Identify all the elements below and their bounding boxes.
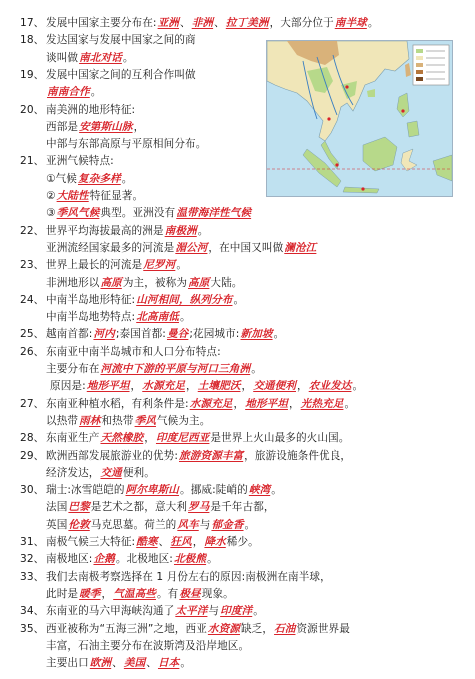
plain-text: 瑞士:冰雪皑皑的 <box>46 484 125 497</box>
plain-text: ， <box>133 120 145 133</box>
item-number: 29、 <box>20 449 45 462</box>
plain-text: 。 <box>271 484 282 497</box>
plain-text: 南极气候三大特征: <box>46 536 136 548</box>
note-text <box>46 170 132 188</box>
plain-text: 现象。 <box>201 587 234 600</box>
plain-text: 欧洲西部发展旅游业的优势: <box>46 449 178 462</box>
plain-text: 非洲地形以 <box>46 276 100 289</box>
note-text <box>46 14 379 32</box>
plain-text: ， <box>130 380 142 393</box>
answer-highlight: 极昼 <box>179 587 201 600</box>
plain-text: 。 <box>121 172 133 185</box>
answer-highlight: 南南合作 <box>47 86 90 99</box>
southeast-asia-map <box>266 40 453 197</box>
note-text <box>46 83 101 101</box>
answer-highlight: 天然橡胶 <box>100 432 144 445</box>
plain-text: 稀少。 <box>226 536 259 548</box>
plain-text: 越南首都: <box>46 328 93 341</box>
answer-highlight: 北高南低 <box>136 311 179 324</box>
plain-text: 东南亚的马六甲海峡沟通了 <box>46 605 175 618</box>
answer-highlight: 巴黎 <box>68 501 90 514</box>
plain-text: ， <box>186 380 197 393</box>
answer-highlight: 复杂多样 <box>78 172 121 185</box>
answer-highlight: 交通便利 <box>253 380 296 393</box>
plain-text: ， <box>297 380 308 393</box>
item-number: 28、 <box>20 432 45 445</box>
answer-highlight: 旅游资源丰富 <box>179 449 244 462</box>
plain-text: 我们去南极考察选择在 1 月份左右的原因:南极洲在南半球， <box>46 570 331 583</box>
note-text <box>46 637 249 655</box>
note-text <box>46 187 143 205</box>
plain-text: 和热带 <box>101 414 134 427</box>
item-number: 30、 <box>20 484 45 497</box>
note-text <box>46 447 351 465</box>
plain-text: 。 <box>122 51 134 64</box>
item-number: 33、 <box>20 570 45 583</box>
plain-text: 与 <box>199 518 211 531</box>
answer-highlight: 新加坡 <box>240 328 273 341</box>
plain-text: 便利。 <box>122 466 155 479</box>
answer-highlight: 降水 <box>204 536 226 548</box>
plain-text: 西部是 <box>46 120 79 133</box>
note-text <box>46 152 114 170</box>
plain-text: ② <box>46 190 56 202</box>
plain-text: ， <box>288 397 300 410</box>
answer-highlight: 气温高些 <box>113 587 156 600</box>
note-text <box>46 274 243 292</box>
item-number: 23、 <box>20 259 45 272</box>
plain-text: 东南亚生产 <box>46 432 100 445</box>
plain-text: 、 <box>158 536 170 548</box>
plain-text: 西亚被称为“五海三洲”之地，西亚 <box>46 622 207 635</box>
note-text <box>46 602 264 620</box>
plain-text: 发达国家与发展中国家之间的商 <box>46 34 196 47</box>
plain-text: 以热带 <box>46 414 79 427</box>
plain-text: 东南亚种植水稻，有利条件是: <box>46 397 189 410</box>
answer-highlight: 山河相间，纵列分布 <box>136 293 233 306</box>
note-text <box>50 377 363 395</box>
plain-text: ， <box>233 397 245 410</box>
plain-text: 丰富，石油主要分布在波斯湾及沿岸地区。 <box>46 639 250 652</box>
plain-text: 。 <box>180 657 192 670</box>
plain-text: ①气候 <box>46 172 77 185</box>
plain-text: 气候为主。 <box>156 414 211 427</box>
answer-highlight: 河内 <box>93 328 115 341</box>
plain-text: ， <box>241 380 253 393</box>
answer-highlight: 安第斯山脉 <box>79 120 133 133</box>
answer-highlight: 罗马 <box>188 501 210 514</box>
plain-text: 。 <box>251 363 262 375</box>
plain-text: 。 <box>197 224 209 237</box>
plain-text: 中部与东部高原与平原相间分布。 <box>46 138 207 151</box>
answer-highlight: 印度尼西亚 <box>155 432 210 445</box>
answer-highlight: 酷寒 <box>136 536 158 548</box>
note-text <box>46 291 244 309</box>
plain-text: 、 <box>112 657 123 670</box>
item-number: 21、 <box>20 155 45 168</box>
answer-highlight: 伦敦 <box>68 518 90 531</box>
plain-text: 原因是: <box>50 380 86 393</box>
answer-highlight: 水资源 <box>207 622 240 635</box>
plain-text: 为主，被称为 <box>122 276 188 289</box>
plain-text: 法国 <box>46 501 68 514</box>
answer-highlight: 雨林 <box>79 414 101 427</box>
note-text <box>46 620 350 638</box>
plain-text: 发展中国家之间的互利合作叫做 <box>46 68 196 81</box>
plain-text: 。 <box>176 259 188 272</box>
note-text <box>46 360 262 378</box>
plain-text: ，旅游设施条件优良， <box>244 449 352 462</box>
answer-highlight: 太平洋 <box>175 605 208 618</box>
answer-highlight: 季风 <box>134 414 156 427</box>
plain-text: 亚洲气候特点: <box>46 155 114 168</box>
answer-highlight: 交通 <box>100 466 122 479</box>
item-number: 19、 <box>20 68 45 81</box>
answer-highlight: 地形平坦 <box>86 380 130 393</box>
note-text <box>46 256 187 274</box>
plain-text: 是艺术之都，意大利 <box>90 501 188 514</box>
answer-highlight: 温带海洋性气候 <box>176 207 252 220</box>
item-number: 34、 <box>20 605 45 618</box>
note-text <box>46 325 284 343</box>
plain-text: 。 <box>90 86 102 99</box>
answer-highlight: 欧洲 <box>89 657 112 670</box>
answer-highlight: 日本 <box>157 657 180 670</box>
plain-text: ;花园城市: <box>189 328 240 341</box>
item-number: 20、 <box>20 103 45 116</box>
note-text <box>46 412 210 430</box>
note-text <box>46 222 208 240</box>
plain-text: 大陆。 <box>210 276 243 289</box>
plain-text: 主要分布在 <box>46 363 100 375</box>
plain-text: 经济发达， <box>46 466 100 479</box>
answer-highlight: 南北对话 <box>79 51 122 64</box>
answer-highlight: 水源充足 <box>142 380 186 393</box>
plain-text: 。 <box>207 553 218 566</box>
note-text <box>46 481 282 499</box>
plain-text: 此时是 <box>46 587 79 600</box>
note-text <box>46 533 259 551</box>
plain-text: ， <box>144 432 155 445</box>
answer-highlight: 河流中下游的平原与河口三角洲 <box>100 363 251 375</box>
map-image <box>267 41 452 196</box>
item-number: 25、 <box>20 328 45 341</box>
note-text <box>46 118 144 136</box>
answer-highlight: 石油 <box>274 622 296 635</box>
answer-highlight: 高原 <box>188 276 210 289</box>
answer-highlight: 高原 <box>100 276 122 289</box>
note-text <box>46 429 349 447</box>
plain-text: 。 <box>253 605 264 618</box>
note-text <box>46 654 191 672</box>
item-number: 26、 <box>20 345 45 358</box>
plain-text: 谈叫做 <box>46 51 79 64</box>
plain-text: 缺乏， <box>240 622 274 635</box>
plain-text: ，大部分位于 <box>269 17 334 29</box>
plain-text: 与 <box>208 605 220 618</box>
plain-text: 。 <box>344 397 356 410</box>
plain-text: 。挪威:陡峭的 <box>180 484 248 497</box>
answer-highlight: 季风气候 <box>56 207 100 220</box>
plain-text: ，在中国又叫做 <box>208 241 284 254</box>
plain-text: 。 <box>244 518 256 531</box>
answer-highlight: 企鹅 <box>93 553 115 566</box>
note-text <box>46 308 191 326</box>
plain-text: 南极地区: <box>46 553 93 566</box>
answer-highlight: 曼谷 <box>166 328 189 341</box>
plain-text: 东南亚中南半岛城市和人口分布特点: <box>46 345 221 358</box>
item-number: 32、 <box>20 553 45 566</box>
plain-text: 亚洲流经国家最多的河流是 <box>46 241 175 254</box>
answer-highlight: 大陆性 <box>56 190 89 202</box>
plain-text: 中南半岛地形特征: <box>46 293 136 306</box>
answer-highlight: 湄公河 <box>175 241 208 254</box>
answer-highlight: 非洲 <box>191 17 214 29</box>
plain-text: 。 <box>352 380 364 393</box>
plain-text: 、 <box>180 17 191 29</box>
note-text <box>46 49 134 67</box>
note-text <box>46 135 206 153</box>
plain-text: 马克思墓。荷兰的 <box>90 518 177 531</box>
answer-highlight: 地形平坦 <box>245 397 288 410</box>
answer-highlight: 农业发达 <box>308 380 352 393</box>
note-text <box>46 585 234 603</box>
answer-highlight: 尼罗河 <box>143 259 176 272</box>
note-text <box>46 395 355 413</box>
plain-text: 主要出口 <box>46 657 89 670</box>
note-text <box>46 343 221 361</box>
note-text <box>46 239 317 257</box>
item-number: 17、 <box>20 17 45 29</box>
answer-highlight: 郁金香 <box>211 518 244 531</box>
plain-text: 中南半岛地势特点: <box>46 311 136 324</box>
note-text <box>46 31 196 49</box>
plain-text: 。北极地区: <box>115 553 173 566</box>
answer-highlight: 拉丁美洲 <box>225 17 269 29</box>
answer-highlight: 狂风 <box>170 536 192 548</box>
note-text <box>46 66 196 84</box>
answer-highlight: 光热充足 <box>300 397 344 410</box>
item-number: 24、 <box>20 293 45 306</box>
item-number: 31、 <box>20 536 45 548</box>
plain-text: 发展中国家主要分布在: <box>46 17 157 29</box>
answer-highlight: 阿尔卑斯山 <box>125 484 179 497</box>
item-number: 27、 <box>20 397 45 410</box>
answer-highlight: 印度洋 <box>220 605 253 618</box>
plain-text: ， <box>101 587 113 600</box>
note-text <box>46 568 331 586</box>
answer-highlight: 南半球 <box>334 17 367 29</box>
item-number: 22、 <box>20 224 45 237</box>
plain-text: 。 <box>180 311 191 324</box>
plain-text: 世界平均海拔最高的洲是 <box>46 224 164 237</box>
answer-highlight: 暖季 <box>79 587 101 600</box>
plain-text: 世界上最长的河流是 <box>46 259 143 272</box>
plain-text: 。 <box>273 328 285 341</box>
answer-highlight: 南极洲 <box>164 224 197 237</box>
plain-text: ;泰国首都: <box>115 328 166 341</box>
plain-text: 是千年古都， <box>210 501 275 514</box>
plain-text: ③ <box>46 207 56 220</box>
plain-text: 是世界上火山最多的火山国。 <box>210 432 350 445</box>
note-text <box>46 464 155 482</box>
plain-text: ， <box>192 536 204 548</box>
item-number: 18、 <box>20 34 45 47</box>
note-text <box>46 516 255 534</box>
plain-text: 典型。亚洲没有 <box>100 207 176 220</box>
note-text <box>46 498 275 516</box>
answer-highlight: 亚洲 <box>157 17 179 29</box>
plain-text: 。有 <box>156 587 179 600</box>
plain-text: 、 <box>214 17 225 29</box>
plain-text: 。 <box>233 293 245 306</box>
answer-highlight: 土壤肥沃 <box>197 380 241 393</box>
plain-text: 。 <box>367 17 379 29</box>
answer-highlight: 北极熊 <box>173 553 207 566</box>
plain-text: 特征显著。 <box>89 190 144 202</box>
note-text <box>46 204 252 222</box>
answer-highlight: 风车 <box>177 518 199 531</box>
plain-text: 资源世界最 <box>296 622 350 635</box>
plain-text: 、 <box>146 657 157 670</box>
note-text <box>46 101 135 119</box>
plain-text: 英国 <box>46 518 68 531</box>
answer-highlight: 美国 <box>123 657 146 670</box>
item-number: 35、 <box>20 622 45 635</box>
plain-text: 南美洲的地形特征: <box>46 103 136 116</box>
answer-highlight: 水源充足 <box>189 397 233 410</box>
note-text <box>46 550 218 568</box>
answer-highlight: 峡湾 <box>248 484 271 497</box>
answer-highlight: 澜沧江 <box>284 241 317 254</box>
